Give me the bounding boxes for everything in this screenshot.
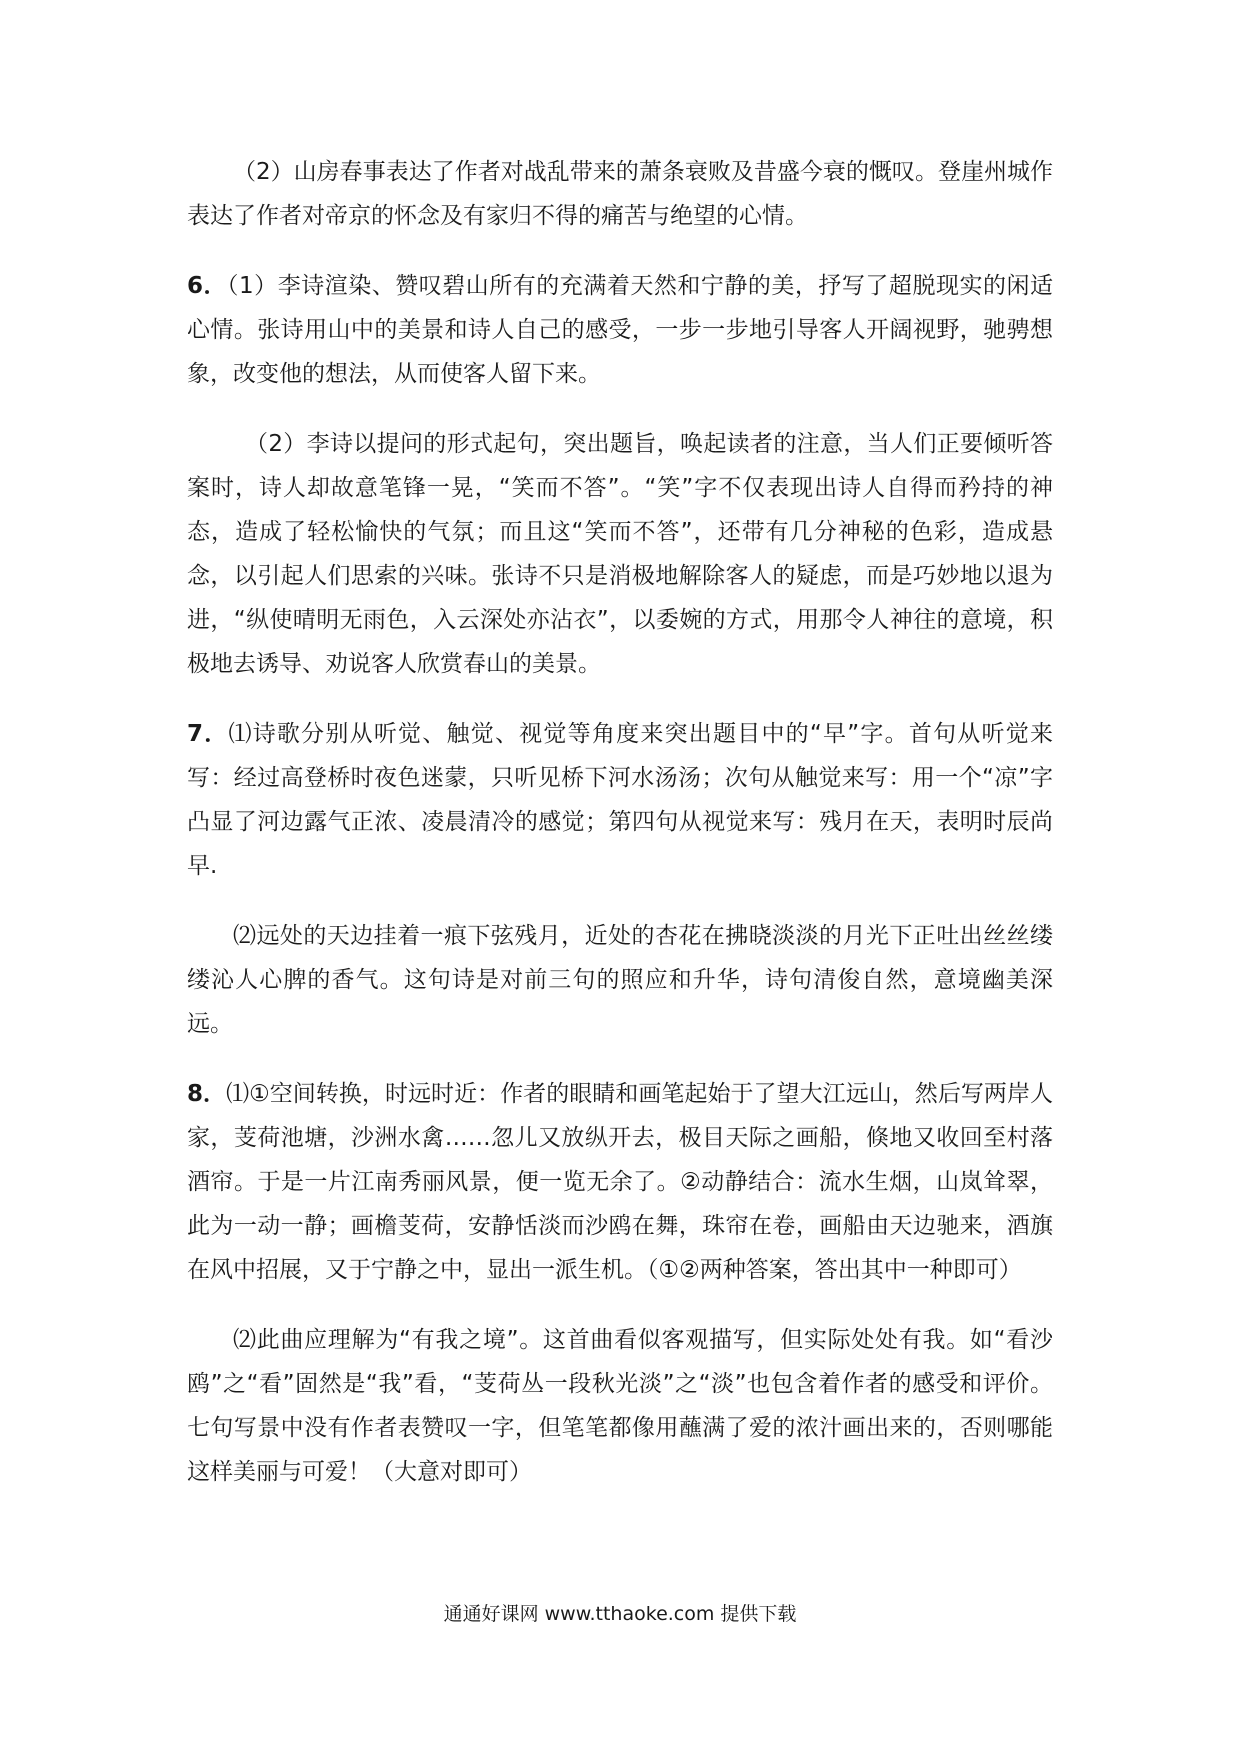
paragraph-gap: [187, 238, 1053, 264]
answer-8-part-1: [187, 1072, 1053, 1292]
answer-text: （2）李诗以提问的形式起句，突出题旨，唤起读者的注意，当人们正要倾听答案时，诗人却故意笔锋一晃，“笑而不答”。“笑”字不仅表现出诗人自得而矜持的神态，造成了轻松愉快的气氛；而且这“笑而不答”，还带有几分神秘的色彩，造成悬念，以引起人们思索的兴味。张诗不只是消极地解除客人的疑虑，而是巧妙地以退为进，“纵使晴明无雨色，入云深处亦沾衣”，以委婉的方式，用那令人神往的意境，积极地去诱导、劝说客人欣赏春山的美景。: [187, 431, 1053, 677]
answer-text: （1）李诗渲染、赞叹碧山所有的充满着天然和宁静的美，抒写了超脱现实的闲适心情。张诗用山中的美景和诗人自己的感受，一步一步地引导客人开阔视野，驰骋想象，改变他的想法，从而使客人留下来。: [187, 273, 1053, 387]
answer-7-part-2: [187, 914, 1053, 1046]
answer-text: ⑵此曲应理解为“有我之境”。这首曲看似客观描写，但实际处处有我。如“看沙鸥”之“看”固然是“我”看，“芰荷丛一段秋光淡”之“淡”也包含着作者的感受和评价。七句写景中没有作者表赞叹一字，但笔笔都像用蘸满了爱的浓汁画出来的，否则哪能这样美丽与可爱！（大意对即可）: [187, 1327, 1053, 1485]
answer-text: ⑵远处的天边挂着一痕下弦残月，近处的杏花在拂晓淡淡的月光下正吐出丝丝缕缕沁人心脾的香气。这句诗是对前三句的照应和升华，诗句清俊自然，意境幽美深远。: [187, 923, 1053, 1037]
paragraph-gap: [187, 1046, 1053, 1072]
question-number: 6．: [187, 273, 228, 299]
answer-8-part-2: [187, 1318, 1053, 1494]
paragraph-gap: [187, 888, 1053, 914]
answer-text: ⑴诗歌分别从听觉、触觉、视觉等角度来突出题目中的“早”字。首句从听觉来写：经过高登桥时夜色迷蒙，只听见桥下河水汤汤；次句从触觉来写：用一个“凉”字凸显了河边露气正浓、凌晨清冷的感觉；第四句从视觉来写：残月在天，表明时辰尚早.: [187, 721, 1053, 879]
paragraph-gap: [187, 1292, 1053, 1318]
paragraph-gap: [187, 686, 1053, 712]
answer-document-body: [187, 150, 1053, 1494]
question-number: 8．: [187, 1081, 227, 1107]
answer-text: （2）山房春事表达了作者对战乱带来的萧条衰败及昔盛今衰的慨叹。登崖州城作表达了作者对帝京的怀念及有家归不得的痛苦与绝望的心情。: [187, 159, 1053, 229]
question-number: 7．: [187, 721, 229, 747]
download-source-footer: 通通好课网 www.tthaoke.com 提供下载: [443, 1603, 797, 1625]
answer-6-part-1: [187, 264, 1053, 396]
answer-7-part-1: [187, 712, 1053, 888]
answer-5-part-2: [187, 150, 1053, 238]
paragraph-gap: [187, 396, 1053, 422]
answer-6-part-2: [187, 422, 1053, 686]
answer-text: ⑴①空间转换，时远时近：作者的眼睛和画笔起始于了望大江远山，然后写两岸人家，芰荷池塘，沙洲水禽……忽儿又放纵开去，极目天际之画船，倏地又收回至村落酒帘。于是一片江南秀丽风景，便一览无余了。②动静结合：流水生烟，山岚耸翠，此为一动一静；画檐芰荷，安静恬淡而沙鸥在舞，珠帘在卷，画船由天边驰来，酒旗在风中招展，又于宁静之中，显出一派生机。（①②两种答案，答出其中一种即可）: [187, 1081, 1053, 1283]
